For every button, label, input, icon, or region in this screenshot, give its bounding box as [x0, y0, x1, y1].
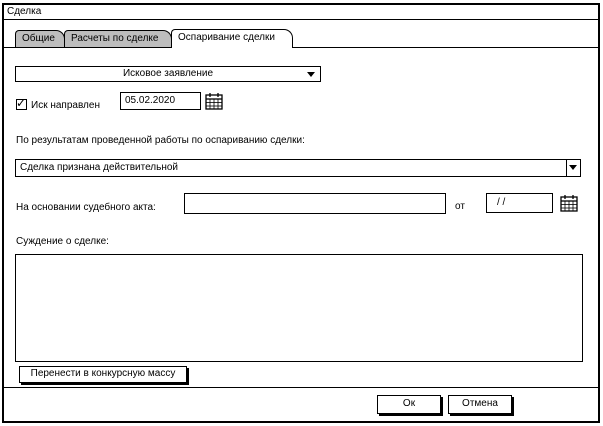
opinion-textarea[interactable]: [15, 254, 583, 362]
move-to-bankruptcy-estate-button[interactable]: Перенести в конкурсную массу: [19, 366, 187, 383]
result-select[interactable]: [15, 159, 581, 177]
claim-sent-date-input[interactable]: 05.02.2020: [120, 92, 201, 110]
tab-general-label: Общие: [22, 33, 55, 44]
court-act-from-label: от: [455, 201, 465, 212]
tab-deal-calculations-label: Расчеты по сделке: [71, 33, 159, 44]
claim-type-value: Исковое заявление: [122, 68, 214, 79]
title-divider: [4, 19, 598, 20]
tab-general[interactable]: [15, 30, 65, 47]
tab-deal-calculations[interactable]: [64, 30, 172, 47]
chevron-down-icon: [569, 165, 577, 170]
court-act-date-input[interactable]: / /: [486, 193, 553, 213]
tab-deal-dispute-label: Оспаривание сделки: [178, 32, 275, 43]
ok-button[interactable]: Ок: [377, 395, 441, 414]
active-tab-gap: [173, 46, 291, 49]
cancel-button[interactable]: Отмена: [448, 395, 512, 414]
court-act-input[interactable]: [184, 193, 446, 214]
chevron-down-icon[interactable]: [307, 72, 315, 77]
claim-sent-label: Иск направлен: [31, 100, 100, 111]
footer-divider: [4, 387, 598, 388]
claim-sent-checkbox[interactable]: ✓: [16, 96, 27, 110]
window-title: Сделка: [7, 6, 42, 17]
result-select-value: Сделка признана действительной: [20, 162, 179, 173]
opinion-label: Суждение о сделке:: [16, 236, 109, 247]
claim-type-select[interactable]: [15, 66, 321, 82]
calendar-icon[interactable]: [205, 92, 223, 110]
result-section-label: По результатам проведенной работы по оспариванию сделки:: [16, 135, 305, 146]
tabs-divider: [4, 47, 598, 48]
deal-window: [2, 3, 600, 423]
court-act-label: На основании судебного акта:: [16, 202, 156, 213]
calendar-icon[interactable]: [560, 194, 578, 212]
result-select-dropdown-button[interactable]: [566, 160, 580, 176]
